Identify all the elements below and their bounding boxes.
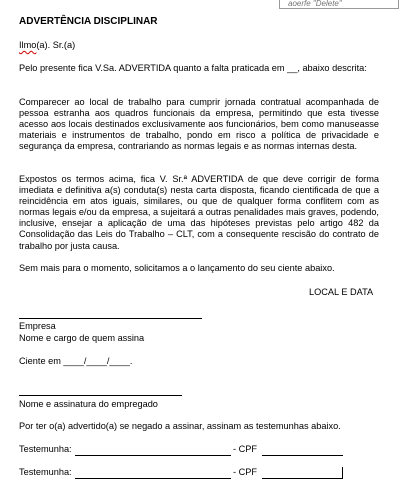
- witness-1-cpf-line: [262, 455, 343, 456]
- witness-2-label: Testemunha:: [19, 467, 72, 477]
- search-input[interactable]: [279, 0, 399, 9]
- company-label: Empresa: [19, 321, 56, 331]
- paragraph-closing: Sem mais para o momento, solicitamos a o lançamento do seu ciente abaixo.: [19, 263, 335, 273]
- search-input-text: aoerfe "Delete": [288, 0, 342, 8]
- witness-1-label: Testemunha:: [19, 444, 72, 454]
- employee-signature-line: [19, 395, 182, 396]
- place-date: LOCAL E DATA: [309, 287, 374, 297]
- text-cursor: [342, 467, 343, 478]
- witness-2-name-line: [75, 478, 231, 479]
- witness-1-cpf-label: - CPF: [233, 444, 257, 454]
- spellcheck-flagged-word[interactable]: Ilmo: [19, 40, 37, 50]
- document-title: ADVERTÊNCIA DISCIPLINAR: [19, 16, 158, 27]
- signer-label: Nome e cargo de quem assina: [19, 333, 145, 343]
- witness-2-cpf-label: - CPF: [233, 467, 257, 477]
- employee-label: Nome e assinatura do empregado: [19, 399, 158, 409]
- salutation: [19, 40, 75, 51]
- document-body: [19, 16, 379, 28]
- paragraph-warning-terms: Expostos os termos acima, fica V. Sr.ª ADVERTIDA de que deve corrigir de forma imediata e definitiva a(s) conduta(s) nesta carta disposta, ficando cientificada de que a reincidência em atos iguais, similares, ou que de qualquer forma conflitem com as normas legais e/ou da empresa, a sujeitará a outras penalidades mais graves, podendo, inclusive, ensejar a aplicação de uma das hipóteses previstas pelo artigo 482 da Consolidação das Leis do Trabalho – CLT, com a consequente rescisão do contrato de trabalho por justa causa.: [19, 174, 379, 251]
- paragraph-infraction-description: Comparecer ao local de trabalho para cumprir jornada contratual acompanhada de pessoa estranha aos quadros funcionais da empresa, permitindo que esta tivesse acesso aos locais destinados exclusivamente aos funcionários, bem como manuseasse materiais e instrumentos de trabalho, pondo em risco a política de privacidade e segurança da empresa, contrariando as normas legais e as normas internas desta.: [19, 97, 379, 152]
- salutation-rest: (a). Sr.(a): [36, 40, 76, 50]
- refusal-note: Por ter o(a) advertido(a) se negado a assinar, assinam as testemunhas abaixo.: [19, 421, 341, 431]
- acknowledgement-date-line: Ciente em ____/____/____.: [19, 356, 133, 366]
- company-signature-line: [19, 318, 202, 319]
- paragraph-infraction-intro: Pelo presente fica V.Sa. ADVERTIDA quanto a falta praticada em __, abaixo descrita:: [19, 63, 367, 73]
- witness-2-cpf-line: [262, 478, 343, 479]
- witness-1-name-line: [75, 455, 231, 456]
